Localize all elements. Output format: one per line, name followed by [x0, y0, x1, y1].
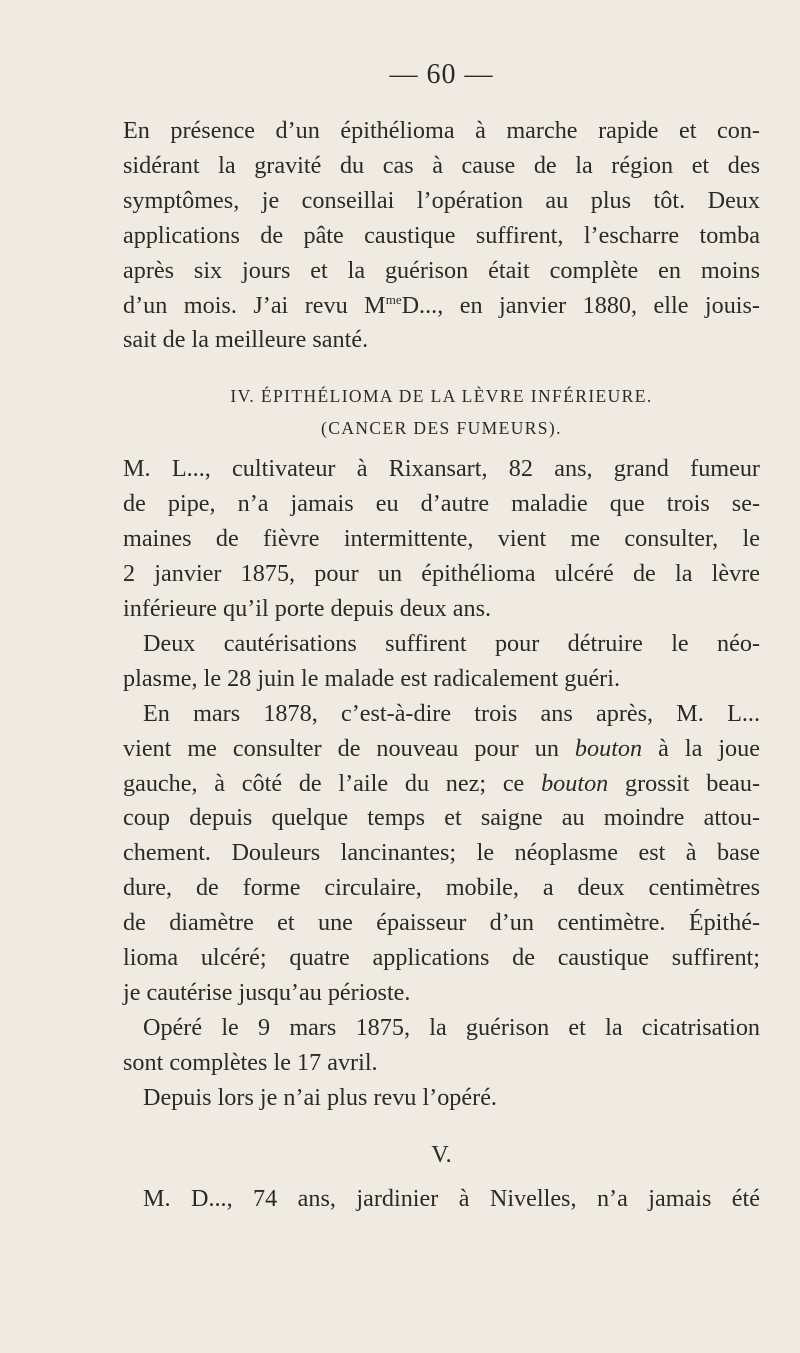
paragraph-4	[123, 697, 760, 1011]
section-title: IV. ÉPITHÉLIOMA DE LA LÈVRE INFÉRIEURE.	[230, 386, 653, 407]
superscript: me	[385, 291, 402, 307]
text-line: de diamètre et une épaisseur d’un centimètre. Épithé-	[123, 909, 760, 937]
text-line: Opéré le 9 mars 1875, la guérison et la cicatrisation	[143, 1013, 760, 1041]
paragraph-6	[123, 1081, 760, 1116]
text-fragment: d’un mois. J’ai revu M	[123, 291, 386, 319]
paragraph-7	[123, 1182, 760, 1217]
text-line-with-superscript	[123, 289, 760, 324]
text-line: lioma ulcéré; quatre applications de caustique suffirent;	[123, 944, 760, 972]
text-line: En mars 1878, c’est-à-dire trois ans après, M. L...	[143, 699, 760, 727]
text-fragment: gauche, à côté de l’aile du nez; ce	[123, 769, 542, 797]
text-fragment: vient me consulter de nouveau pour un	[123, 734, 575, 762]
text-line: maines de fièvre intermittente, vient me consulter, le	[123, 525, 760, 553]
text-line: coup depuis quelque temps et saigne au moindre attou-	[123, 804, 760, 832]
section-heading-v: V.	[431, 1141, 452, 1168]
text-fragment: grossit beau-	[608, 769, 760, 797]
text-line: je cautérise jusqu’au périoste.	[123, 978, 411, 1006]
paragraph-1	[123, 114, 760, 358]
italic-term: bouton	[574, 734, 643, 762]
text-fragment: D..., en janvier 1880, elle jouis-	[401, 291, 760, 319]
section-subtitle: (CANCER DES FUMEURS).	[321, 418, 562, 439]
text-line: sont complètes le 17 avril.	[123, 1048, 378, 1076]
text-line: sait de la meilleure santé.	[123, 326, 369, 354]
section-heading-iv	[123, 380, 760, 444]
text-line: après six jours et la guérison était complète en moins	[123, 256, 760, 284]
text-line: chement. Douleurs lancinantes; le néoplasme est à base	[123, 839, 760, 867]
italic-term: bouton	[541, 769, 609, 797]
paragraph-3	[123, 627, 760, 697]
page-number: — 60 —	[389, 59, 494, 90]
text-line: inférieure qu’il porte depuis deux ans.	[123, 594, 492, 622]
text-line: applications de pâte caustique suffirent, l’escharre tomba	[123, 221, 760, 249]
text-line: 2 janvier 1875, pour un épithélioma ulcéré de la lèvre	[123, 560, 760, 588]
text-fragment: à la joue	[642, 734, 760, 762]
text-line: Deux cautérisations suffirent pour détruire le néo-	[143, 629, 760, 657]
text-line: symptômes, je conseillai l’opération au plus tôt. Deux	[123, 186, 760, 214]
paragraph-2	[123, 452, 760, 627]
text-line-with-italic	[123, 732, 760, 767]
text-line: M. L..., cultivateur à Rixansart, 82 ans, grand fumeur	[123, 455, 760, 483]
text-line-with-italic	[123, 767, 760, 802]
text-line: de pipe, n’a jamais eu d’autre maladie que trois se-	[123, 490, 760, 518]
text-line: plasme, le 28 juin le malade est radicalement guéri.	[123, 664, 621, 692]
paragraph-5	[123, 1011, 760, 1081]
text-line: En présence d’un épithélioma à marche rapide et con-	[123, 117, 760, 144]
text-line: sidérant la gravité du cas à cause de la région et des	[123, 151, 760, 179]
text-line: dure, de forme circulaire, mobile, a deux centimètres	[123, 874, 760, 902]
text-line: M. D..., 74 ans, jardinier à Nivelles, n’a jamais été	[143, 1184, 760, 1212]
text-line: Depuis lors je n’ai plus revu l’opéré.	[143, 1083, 497, 1111]
